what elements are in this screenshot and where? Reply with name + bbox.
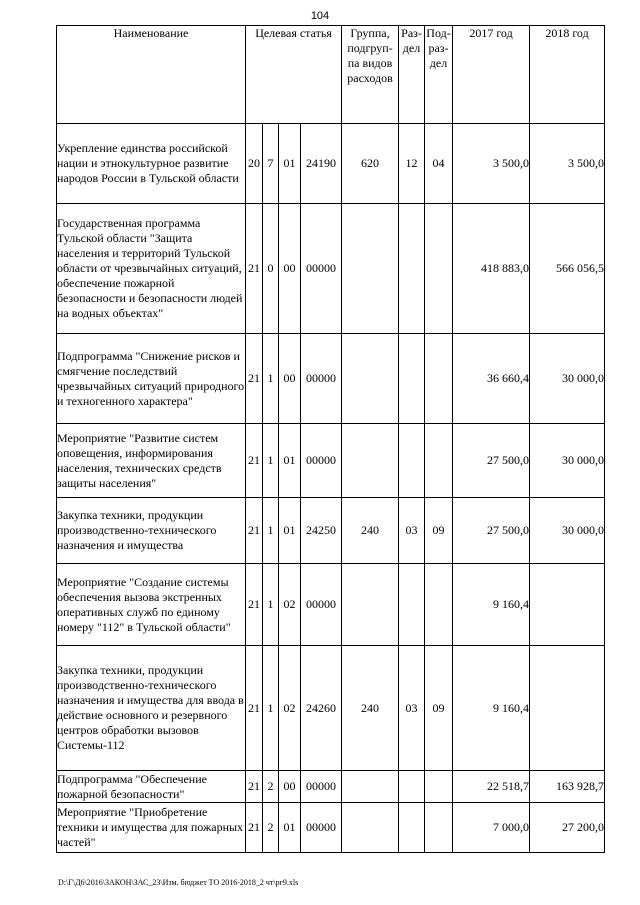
subsection-code: 04 bbox=[425, 124, 453, 204]
amount-2017: 27 500,0 bbox=[453, 498, 530, 564]
table-row bbox=[57, 771, 605, 803]
section-code: 03 bbox=[399, 646, 425, 771]
row-name: Закупка техники, продукции производственно-технического назначения и имущества bbox=[57, 498, 246, 564]
subprogram-code: 7 bbox=[263, 124, 279, 204]
amount-2017: 27 500,0 bbox=[453, 424, 530, 498]
program-code: 21 bbox=[246, 771, 263, 803]
subprogram-code: 1 bbox=[263, 334, 279, 424]
direction-code: 24250 bbox=[301, 498, 342, 564]
row-name: Подпрограмма "Снижение рисков и смягчение последствий чрезвычайных ситуаций природного и техногенного характера" bbox=[57, 334, 246, 424]
section-code bbox=[399, 424, 425, 498]
measure-code: 00 bbox=[279, 771, 301, 803]
expense-group bbox=[342, 564, 399, 646]
subprogram-code: 2 bbox=[263, 803, 279, 853]
measure-code: 01 bbox=[279, 498, 301, 564]
expense-group bbox=[342, 803, 399, 853]
section-code bbox=[399, 771, 425, 803]
subprogram-code: 1 bbox=[263, 564, 279, 646]
header-subsection: Под- раз- дел bbox=[425, 26, 453, 124]
direction-code: 00000 bbox=[301, 424, 342, 498]
section-code bbox=[399, 803, 425, 853]
amount-2017: 418 883,0 bbox=[453, 204, 530, 334]
header-section: Раз- дел bbox=[399, 26, 425, 124]
subprogram-code: 1 bbox=[263, 498, 279, 564]
table-row bbox=[57, 334, 605, 424]
subprogram-code: 1 bbox=[263, 424, 279, 498]
subprogram-code: 0 bbox=[263, 204, 279, 334]
budget-table bbox=[56, 25, 605, 853]
direction-code: 00000 bbox=[301, 564, 342, 646]
row-name: Мероприятие "Развитие систем оповещения, информирования населения, технических средств защиты населения" bbox=[57, 424, 246, 498]
table-row bbox=[57, 803, 605, 853]
row-name: Государственная программа Тульской области "Защита населения и территорий Тульской области от чрезвычайных ситуаций, обеспечение пожарной безопасности и безопасности людей на водных объектах" bbox=[57, 204, 246, 334]
measure-code: 02 bbox=[279, 564, 301, 646]
program-code: 21 bbox=[246, 646, 263, 771]
subprogram-code: 1 bbox=[263, 646, 279, 771]
program-code: 21 bbox=[246, 204, 263, 334]
direction-code: 24190 bbox=[301, 124, 342, 204]
expense-group: 240 bbox=[342, 498, 399, 564]
table-row bbox=[57, 498, 605, 564]
subprogram-code: 2 bbox=[263, 771, 279, 803]
direction-code: 00000 bbox=[301, 334, 342, 424]
program-code: 21 bbox=[246, 334, 263, 424]
subsection-code: 09 bbox=[425, 498, 453, 564]
measure-code: 01 bbox=[279, 424, 301, 498]
amount-2017: 22 518,7 bbox=[453, 771, 530, 803]
amount-2018: 30 000,0 bbox=[530, 334, 605, 424]
row-name: Мероприятие "Приобретение техники и имущества для пожарных частей" bbox=[57, 803, 246, 853]
amount-2018: 3 500,0 bbox=[530, 124, 605, 204]
measure-code: 00 bbox=[279, 334, 301, 424]
section-code bbox=[399, 204, 425, 334]
expense-group bbox=[342, 204, 399, 334]
program-code: 20 bbox=[246, 124, 263, 204]
amount-2018 bbox=[530, 564, 605, 646]
amount-2017: 9 160,4 bbox=[453, 646, 530, 771]
amount-2018: 30 000,0 bbox=[530, 424, 605, 498]
direction-code: 00000 bbox=[301, 771, 342, 803]
section-code bbox=[399, 334, 425, 424]
subsection-code bbox=[425, 564, 453, 646]
section-code: 03 bbox=[399, 498, 425, 564]
file-path-footer: D:\Г\Д6\2016\ЗАКОН\ЗАС_23\Изм. бюджет ТО 2016-2018_2 чт\рг9.xls bbox=[58, 878, 299, 887]
amount-2018 bbox=[530, 646, 605, 771]
table-row bbox=[57, 124, 605, 204]
header-2018: 2018 год bbox=[530, 26, 605, 124]
measure-code: 00 bbox=[279, 204, 301, 334]
program-code: 21 bbox=[246, 564, 263, 646]
program-code: 21 bbox=[246, 498, 263, 564]
subsection-code bbox=[425, 204, 453, 334]
header-target-item: Целевая статья bbox=[246, 26, 342, 124]
table-row bbox=[57, 424, 605, 498]
expense-group bbox=[342, 424, 399, 498]
direction-code: 00000 bbox=[301, 803, 342, 853]
amount-2017: 36 660,4 bbox=[453, 334, 530, 424]
amount-2018: 163 928,7 bbox=[530, 771, 605, 803]
expense-group bbox=[342, 334, 399, 424]
row-name: Закупка техники, продукции производственно-технического назначения и имущества для ввода в действие основного и резервного центров обработки вызовов Системы-112 bbox=[57, 646, 246, 771]
header-expense-group: Группа, подгруп- па видов расходов bbox=[342, 26, 399, 124]
subsection-code bbox=[425, 771, 453, 803]
table-row bbox=[57, 204, 605, 334]
measure-code: 01 bbox=[279, 803, 301, 853]
table-row bbox=[57, 564, 605, 646]
header-2017: 2017 год bbox=[453, 26, 530, 124]
section-code bbox=[399, 564, 425, 646]
row-name: Подпрограмма "Обеспечение пожарной безопасности" bbox=[57, 771, 246, 803]
expense-group bbox=[342, 771, 399, 803]
amount-2017: 7 000,0 bbox=[453, 803, 530, 853]
program-code: 21 bbox=[246, 803, 263, 853]
amount-2017: 3 500,0 bbox=[453, 124, 530, 204]
expense-group: 240 bbox=[342, 646, 399, 771]
measure-code: 01 bbox=[279, 124, 301, 204]
direction-code: 00000 bbox=[301, 204, 342, 334]
subsection-code: 09 bbox=[425, 646, 453, 771]
header-name: Наименование bbox=[57, 26, 246, 124]
expense-group: 620 bbox=[342, 124, 399, 204]
amount-2018: 30 000,0 bbox=[530, 498, 605, 564]
section-code: 12 bbox=[399, 124, 425, 204]
amount-2017: 9 160,4 bbox=[453, 564, 530, 646]
table-header-row bbox=[57, 26, 605, 124]
measure-code: 02 bbox=[279, 646, 301, 771]
page-number: 104 bbox=[310, 10, 330, 22]
subsection-code bbox=[425, 803, 453, 853]
row-name: Укрепление единства российской нации и этнокультурное развитие народов России в Тульской области bbox=[57, 124, 246, 204]
subsection-code bbox=[425, 334, 453, 424]
amount-2018: 27 200,0 bbox=[530, 803, 605, 853]
subsection-code bbox=[425, 424, 453, 498]
program-code: 21 bbox=[246, 424, 263, 498]
table-row bbox=[57, 646, 605, 771]
amount-2018: 566 056,5 bbox=[530, 204, 605, 334]
direction-code: 24260 bbox=[301, 646, 342, 771]
row-name: Мероприятие "Создание системы обеспечения вызова экстренных оперативных служб по единому номеру "112" в Тульской области" bbox=[57, 564, 246, 646]
